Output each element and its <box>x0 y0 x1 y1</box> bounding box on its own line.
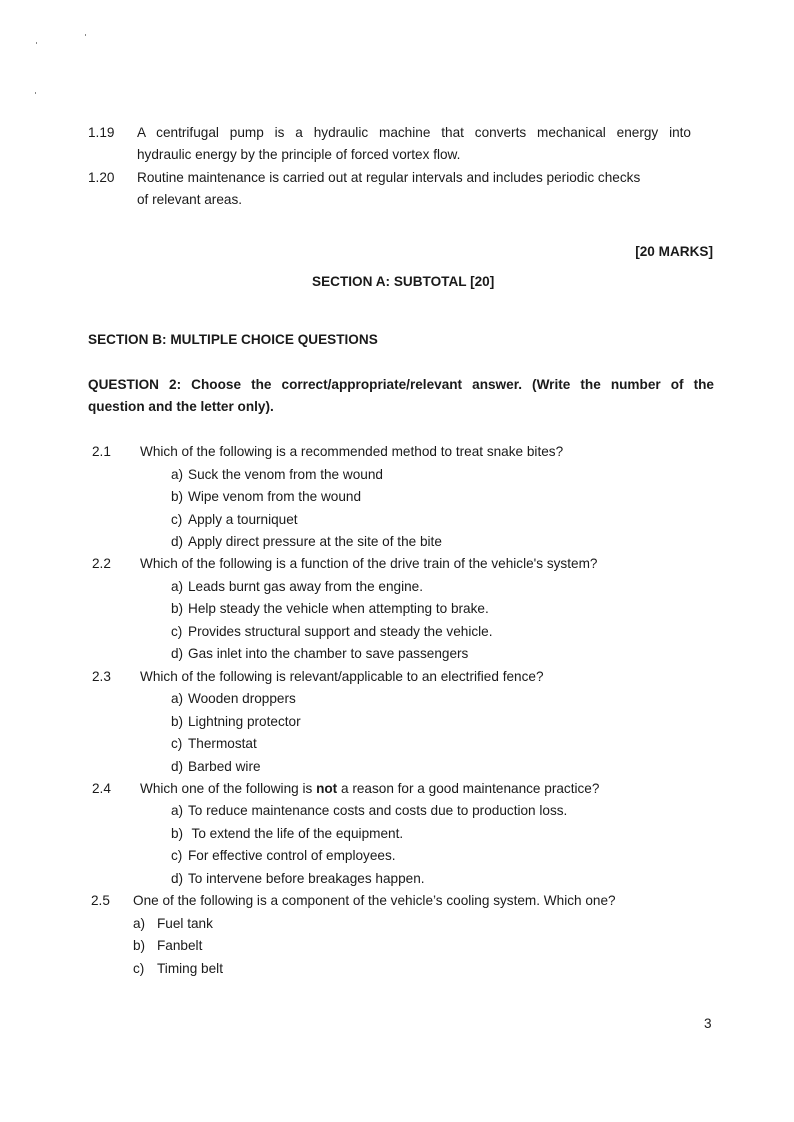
section-a-subtotal: SECTION A: SUBTOTAL [20] <box>312 274 495 289</box>
option-text: Fuel tank <box>157 916 213 931</box>
question-text-part: a reason for a good maintenance practice? <box>337 781 600 796</box>
option-letter: d) <box>171 871 184 886</box>
item-text: Routine maintenance is carried out at regular intervals and includes periodic checks <box>137 170 641 185</box>
item-text: hydraulic energy by the principle of forced vortex flow. <box>137 147 461 162</box>
question-instruction: QUESTION 2: Choose the correct/appropriate/relevant answer. (Write the number of the <box>88 377 714 392</box>
option-letter: b) <box>171 714 184 729</box>
item-text: of relevant areas. <box>137 192 243 207</box>
option-letter: b) <box>133 938 146 953</box>
option-text: To extend the life of the equipment. <box>188 826 404 841</box>
question-number: 2.5 <box>91 893 110 908</box>
question-text: Which of the following is relevant/applicable to an electrified fence? <box>140 669 544 684</box>
option-text: Provides structural support and steady the vehicle. <box>188 624 493 639</box>
question-instruction: question and the letter only). <box>88 399 274 414</box>
option-text: Wooden droppers <box>188 691 296 706</box>
scan-speck <box>35 92 36 94</box>
option-letter: a) <box>171 579 184 594</box>
question-text: Which of the following is a function of the drive train of the vehicle's system? <box>140 556 598 571</box>
marks-label: [20 MARKS] <box>635 244 713 259</box>
item-number: 1.19 <box>88 125 115 140</box>
option-text: Barbed wire <box>188 759 261 774</box>
option-text: Timing belt <box>157 961 223 976</box>
option-letter: b) <box>171 489 184 504</box>
option-text: Wipe venom from the wound <box>188 489 362 504</box>
option-text: Apply direct pressure at the site of the bite <box>188 534 442 549</box>
option-letter: c) <box>171 624 183 639</box>
option-letter: a) <box>171 803 184 818</box>
option-text: Gas inlet into the chamber to save passengers <box>188 646 469 661</box>
option-letter: d) <box>171 534 184 549</box>
option-text: For effective control of employees. <box>188 848 396 863</box>
question-number: 2.4 <box>92 781 111 796</box>
option-text: Apply a tourniquet <box>188 512 298 527</box>
option-letter: a) <box>171 691 184 706</box>
question-text: One of the following is a component of the vehicle’s cooling system. Which one? <box>133 893 616 908</box>
option-letter: a) <box>171 467 184 482</box>
question-number: 2.3 <box>92 669 111 684</box>
option-letter: c) <box>171 736 183 751</box>
option-letter: c) <box>133 961 145 976</box>
question-text: Which of the following is a recommended method to treat snake bites? <box>140 444 564 459</box>
option-text: Leads burnt gas away from the engine. <box>188 579 424 594</box>
option-letter: d) <box>171 759 184 774</box>
option-text: Fanbelt <box>157 938 203 953</box>
question-number: 2.2 <box>92 556 111 571</box>
scan-speck <box>36 42 37 44</box>
option-letter: c) <box>171 512 183 527</box>
question-text <box>140 780 599 798</box>
option-text: Thermostat <box>188 736 257 751</box>
section-b-heading: SECTION B: MULTIPLE CHOICE QUESTIONS <box>88 332 378 347</box>
question-text-part: Which one of the following is <box>140 781 317 796</box>
page-number: 3 <box>704 1016 712 1031</box>
item-number: 1.20 <box>88 170 115 185</box>
option-letter: c) <box>171 848 183 863</box>
option-text: To intervene before breakages happen. <box>188 871 425 886</box>
option-text: Help steady the vehicle when attempting to brake. <box>188 601 489 616</box>
option-text: Suck the venom from the wound <box>188 467 383 482</box>
option-letter: d) <box>171 646 184 661</box>
emphasis-not: not <box>316 781 338 796</box>
option-text: To reduce maintenance costs and costs due to production loss. <box>188 803 568 818</box>
option-letter: b) <box>171 826 184 841</box>
scan-speck <box>85 34 86 36</box>
option-letter: a) <box>133 916 146 931</box>
option-text: Lightning protector <box>188 714 301 729</box>
item-text: A centrifugal pump is a hydraulic machine that converts mechanical energy into <box>137 125 691 140</box>
question-number: 2.1 <box>92 444 111 459</box>
option-letter: b) <box>171 601 184 616</box>
